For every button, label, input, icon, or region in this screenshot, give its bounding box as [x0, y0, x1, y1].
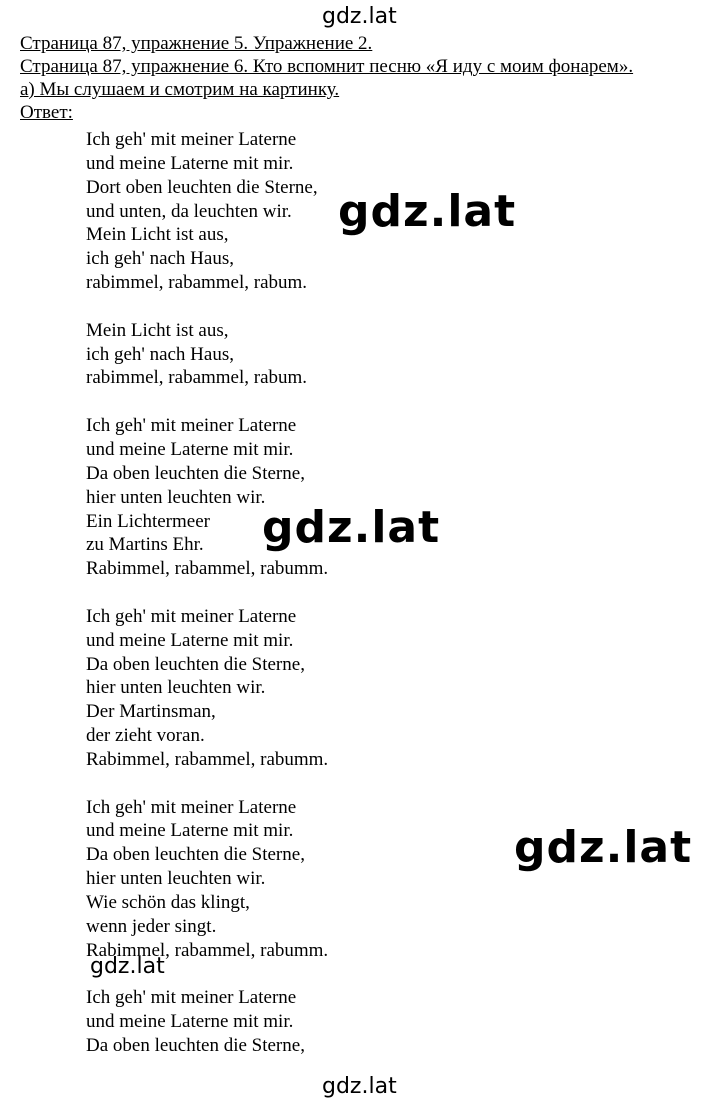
lyric-line: Da oben leuchten die Sterne, — [86, 844, 305, 866]
lyric-line: hier unten leuchten wir. — [86, 677, 266, 699]
lyric-line: Da oben leuchten die Sterne, — [86, 462, 305, 484]
watermark-top: gdz.lat — [322, 4, 397, 29]
lyric-line: hier unten leuchten wir. — [86, 868, 266, 890]
answer-label: Ответ: — [20, 102, 73, 123]
lyric-line: und meine Laterne mit mir. — [86, 820, 294, 842]
stanza-break — [86, 295, 506, 319]
lyric-line: wenn jeder singt. — [86, 915, 217, 937]
lyric-line: hier unten leuchten wir. — [86, 486, 266, 508]
lyric-line: Rabimmel, rabammel, rabumm. — [86, 748, 329, 770]
lyric-line: Da oben leuchten die Sterne, — [86, 653, 305, 675]
lyric-line: zu Martins Ehr. — [86, 534, 204, 556]
lyric-line: und unten, da leuchten wir. — [86, 200, 292, 222]
song-lyrics — [86, 128, 506, 1058]
lyric-line: Ich geh' mit meiner Laterne — [86, 796, 297, 818]
lyric-line: Da oben leuchten die Sterne, — [86, 1035, 305, 1057]
lyric-line: ich geh' nach Haus, — [86, 248, 234, 270]
lyric-line: Dort oben leuchten die Sterne, — [86, 176, 318, 198]
stanza-break — [86, 772, 506, 796]
exercise-header — [20, 32, 710, 124]
watermark-bottom: gdz.lat — [322, 1074, 397, 1099]
lyric-line: rabimmel, rabammel, rabum. — [86, 367, 308, 389]
lyric-line: Wie schön das klingt, — [86, 892, 250, 913]
lyric-line: Der Martinsman, — [86, 701, 216, 723]
watermark-large-2: gdz.lat — [262, 502, 441, 553]
stanza-break — [86, 390, 506, 414]
lyric-line: Ich geh' mit meiner Laterne — [86, 415, 297, 437]
lyric-line: Ein Lichtermeer — [86, 510, 210, 532]
watermark-large-1: gdz.lat — [338, 186, 517, 237]
lyric-line: ich geh' nach Haus, — [86, 343, 234, 365]
watermark-small-mid: gdz.lat — [90, 954, 165, 979]
lyric-line: Ich geh' mit meiner Laterne — [86, 129, 297, 150]
lyric-line: und meine Laterne mit mir. — [86, 1011, 294, 1033]
lyric-line: und meine Laterne mit mir. — [86, 438, 294, 460]
lyric-line: Ich geh' mit meiner Laterne — [86, 987, 297, 1009]
lyric-line: und meine Laterne mit mir. — [86, 629, 294, 651]
lyric-line: Rabimmel, rabammel, rabumm. — [86, 939, 329, 961]
lyric-line: und meine Laterne mit mir. — [86, 152, 294, 174]
lyric-line: Ich geh' mit meiner Laterne — [86, 605, 297, 627]
lyric-line: rabimmel, rabammel, rabum. — [86, 272, 308, 294]
lyric-line: Mein Licht ist aus, — [86, 319, 229, 341]
lyric-line: der zieht voran. — [86, 725, 205, 747]
exercise-heading-1: Страница 87, упражнение 5. Упражнение 2. — [20, 33, 373, 54]
lyric-line: Rabimmel, rabammel, rabumm. — [86, 558, 329, 580]
stanza-break — [86, 581, 506, 605]
watermark-large-3: gdz.lat — [514, 822, 693, 873]
exercise-task: а) Мы слушаем и смотрим на картинку. — [20, 79, 340, 100]
exercise-heading-2: Страница 87, упражнение 6. Кто вспомнит песню «Я иду с моим фонарем». — [20, 56, 634, 77]
lyric-line: Mein Licht ist aus, — [86, 224, 229, 246]
